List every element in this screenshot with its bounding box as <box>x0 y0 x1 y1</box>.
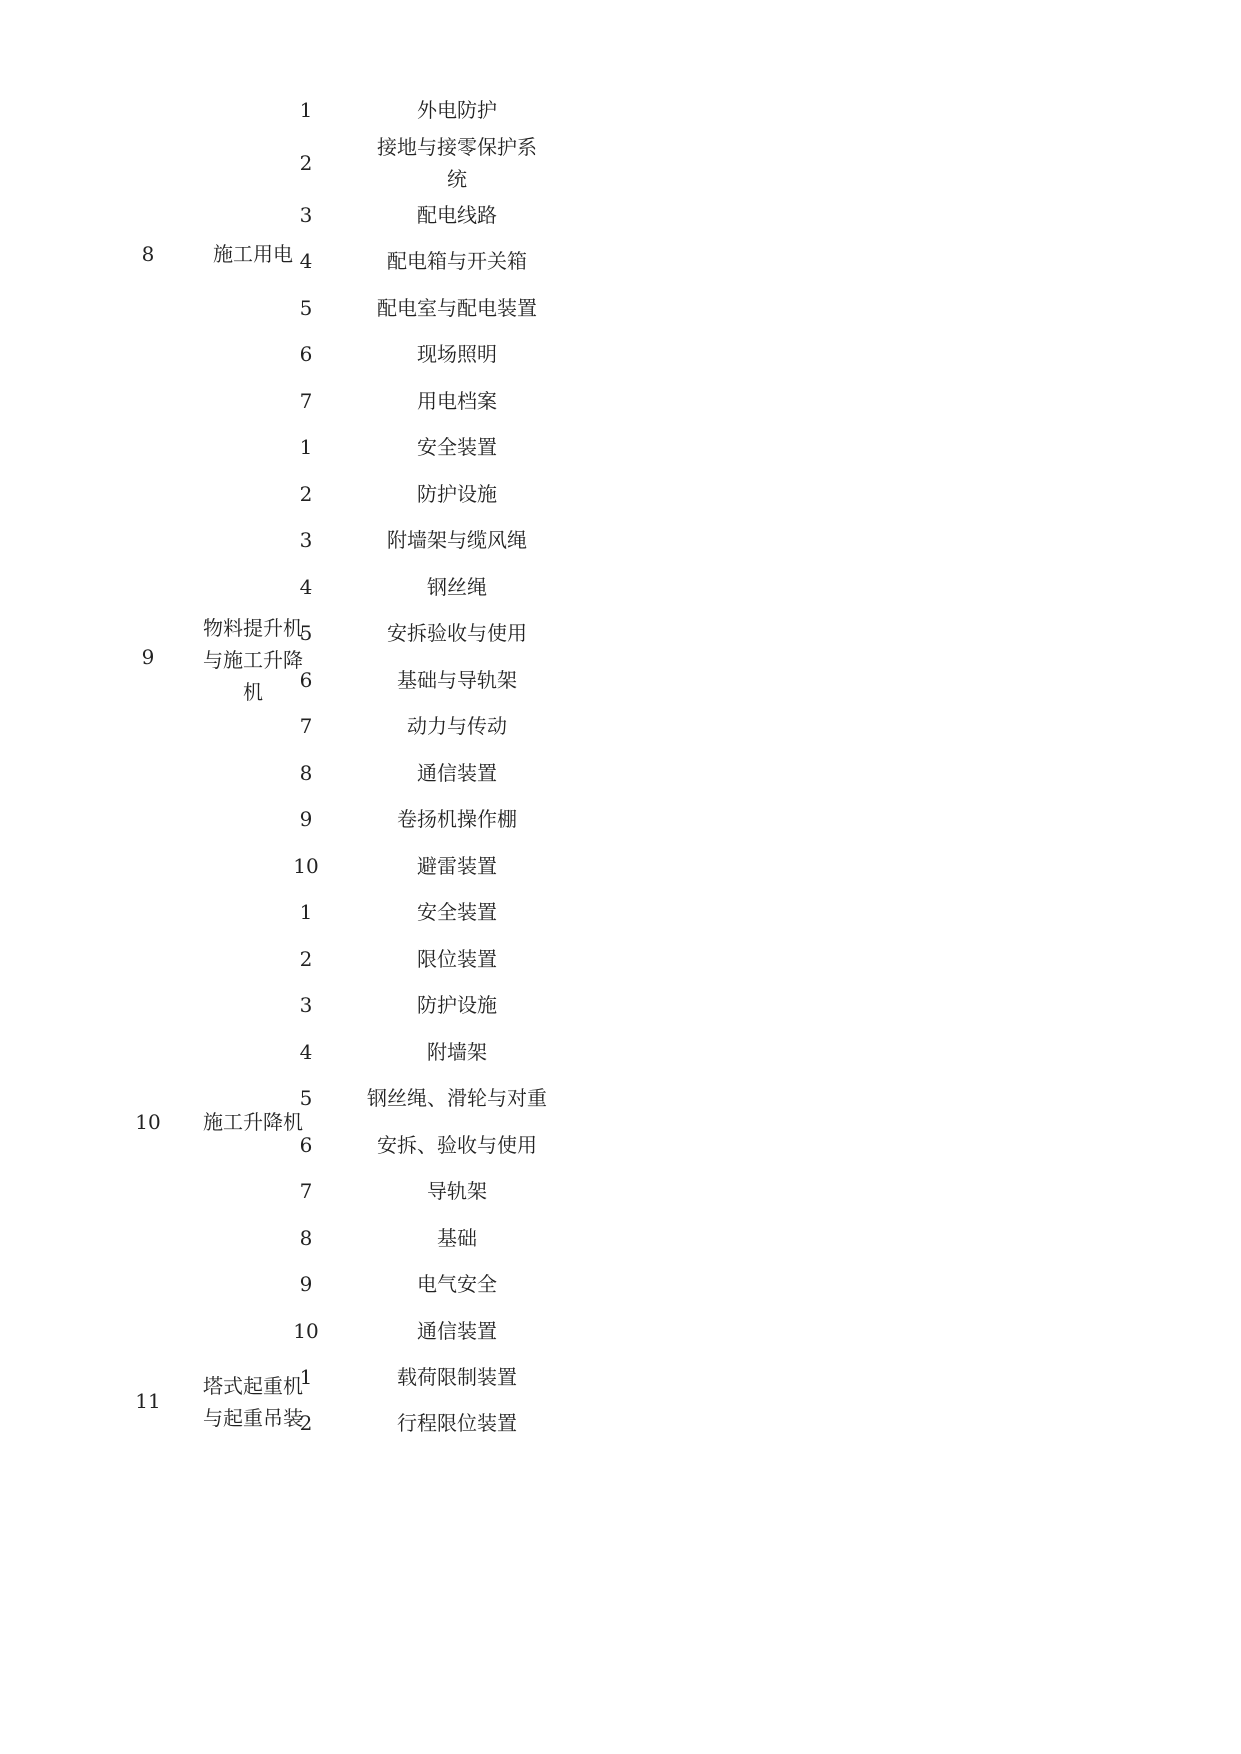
item-number: 7 <box>299 714 313 738</box>
item-name: 配电室与配电装置 <box>377 296 537 320</box>
item-name: 钢丝绳 <box>427 575 487 599</box>
item-number: 1 <box>299 435 313 459</box>
item-number: 3 <box>299 993 313 1017</box>
item-number: 3 <box>299 528 313 552</box>
item-number: 1 <box>299 98 313 122</box>
item-number: 2 <box>299 1411 313 1435</box>
item-number: 2 <box>299 947 313 971</box>
group-name: 施工用电 <box>213 242 293 266</box>
item-name: 接地与接零保护系统 <box>377 135 537 191</box>
item-number: 2 <box>299 482 313 506</box>
item-number: 5 <box>299 296 313 320</box>
item-name: 防护设施 <box>417 993 497 1017</box>
item-name: 安拆验收与使用 <box>387 621 527 645</box>
item-name: 限位装置 <box>417 947 497 971</box>
item-name: 卷扬机操作棚 <box>397 807 517 831</box>
item-name: 安拆、验收与使用 <box>377 1133 537 1157</box>
item-number: 10 <box>293 854 319 878</box>
item-number: 10 <box>293 1319 319 1343</box>
item-number: 3 <box>299 203 313 227</box>
item-number: 1 <box>299 900 313 924</box>
item-number: 8 <box>299 761 313 785</box>
item-name: 防护设施 <box>417 482 497 506</box>
item-number: 5 <box>299 621 313 645</box>
item-number: 2 <box>299 151 313 175</box>
item-number: 4 <box>299 575 313 599</box>
group-name: 施工升降机 <box>203 1110 303 1134</box>
group-name: 物料提升机与施工升降机 <box>203 616 303 704</box>
group-number: 11 <box>135 1389 161 1413</box>
item-name: 配电线路 <box>417 203 497 227</box>
item-number: 4 <box>299 249 313 273</box>
item-number: 6 <box>299 668 313 692</box>
item-number: 6 <box>299 1133 313 1157</box>
item-name: 安全装置 <box>417 435 497 459</box>
item-name: 通信装置 <box>417 761 497 785</box>
item-name: 钢丝绳、滑轮与对重 <box>367 1086 547 1110</box>
item-name: 动力与传动 <box>407 714 507 738</box>
item-name: 现场照明 <box>417 342 497 366</box>
item-name: 外电防护 <box>417 98 497 122</box>
item-name: 行程限位装置 <box>397 1411 517 1435</box>
item-name: 附墙架与缆风绳 <box>387 528 527 552</box>
item-name: 安全装置 <box>417 900 497 924</box>
group-number: 9 <box>141 645 155 669</box>
item-number: 5 <box>299 1086 313 1110</box>
item-number: 6 <box>299 342 313 366</box>
item-name: 避雷装置 <box>417 854 497 878</box>
item-name: 电气安全 <box>417 1272 497 1296</box>
item-number: 1 <box>299 1365 313 1389</box>
item-number: 7 <box>299 389 313 413</box>
item-number: 8 <box>299 1226 313 1250</box>
item-name: 基础与导轨架 <box>397 668 517 692</box>
item-name: 附墙架 <box>427 1040 487 1064</box>
item-number: 9 <box>299 1272 313 1296</box>
item-name: 导轨架 <box>427 1179 487 1203</box>
group-name: 塔式起重机与起重吊装 <box>203 1374 303 1430</box>
item-name: 用电档案 <box>417 389 497 413</box>
item-name: 配电箱与开关箱 <box>387 249 527 273</box>
group-number: 10 <box>135 1110 161 1134</box>
item-number: 9 <box>299 807 313 831</box>
item-name: 基础 <box>437 1226 477 1250</box>
item-name: 载荷限制装置 <box>397 1365 517 1389</box>
item-name: 通信装置 <box>417 1319 497 1343</box>
item-number: 7 <box>299 1179 313 1203</box>
group-number: 8 <box>141 242 155 266</box>
item-number: 4 <box>299 1040 313 1064</box>
